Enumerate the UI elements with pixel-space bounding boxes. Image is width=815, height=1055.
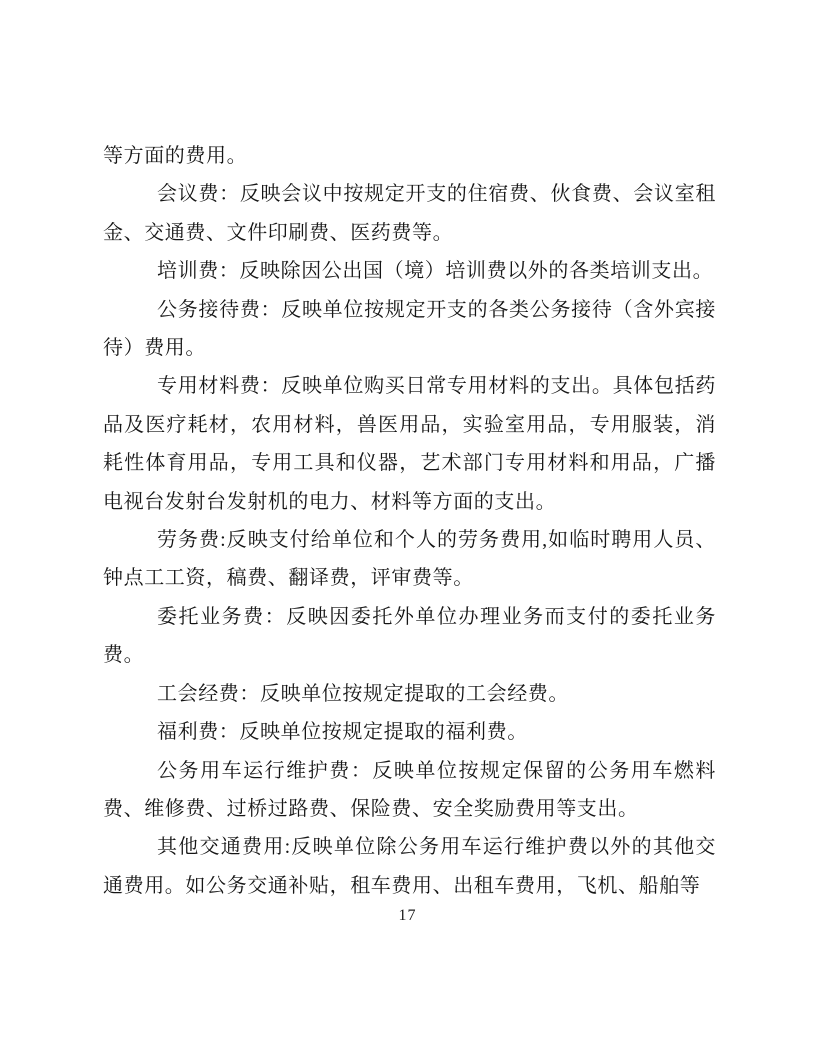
paragraph-special-materials-fee: 专用材料费：反映单位购买日常专用材料的支出。具体包括药品及医疗耗材，农用材料，兽医用品，实验室用品，专用服装，消耗性体育用品，专用工具和仪器，艺术部门专用材料和用品，广播电视台发射台发射机的电力、材料等方面的支出。 <box>103 375 716 513</box>
paragraph-official-vehicle-maintenance-fee: 公务用车运行维护费：反映单位按规定保留的公务用车燃料费、维修费、过桥过路费、保险费、安全奖励费用等支出。 <box>103 759 716 820</box>
paragraph-meeting-fee: 会议费：反映会议中按规定开支的住宿费、伙食费、会议室租金、交通费、文件印刷费、医药费等。 <box>103 183 716 244</box>
paragraph-labor-fee: 劳务费:反映支付给单位和个人的劳务费用,如临时聘用人员、钟点工工资，稿费、翻译费，评审费等。 <box>103 529 716 590</box>
paragraph-union-funds: 工会经费：反映单位按规定提取的工会经费。 <box>157 682 569 705</box>
paragraph-entrusted-business-fee: 委托业务费：反映因委托外单位办理业务而支付的委托业务费。 <box>103 605 716 667</box>
page-number: 17 <box>398 907 417 924</box>
document-body <box>103 137 716 905</box>
paragraph-other-transport-fee: 其他交通费用:反映单位除公务用车运行维护费以外的其他交通费用。如公务交通补贴，租车费用、出租车费用，飞机、船舶等 <box>103 836 716 897</box>
paragraph-training-fee: 培训费：反映除因公出国（境）培训费以外的各类培训支出。 <box>157 260 714 283</box>
paragraph-official-reception-fee: 公务接待费：反映单位按规定开支的各类公务接待（含外宾接待）费用。 <box>103 298 716 360</box>
paragraph-welfare-fee: 福利费：反映单位按规定提取的福利费。 <box>157 721 528 744</box>
paragraph-continuation: 等方面的费用。 <box>103 145 248 167</box>
